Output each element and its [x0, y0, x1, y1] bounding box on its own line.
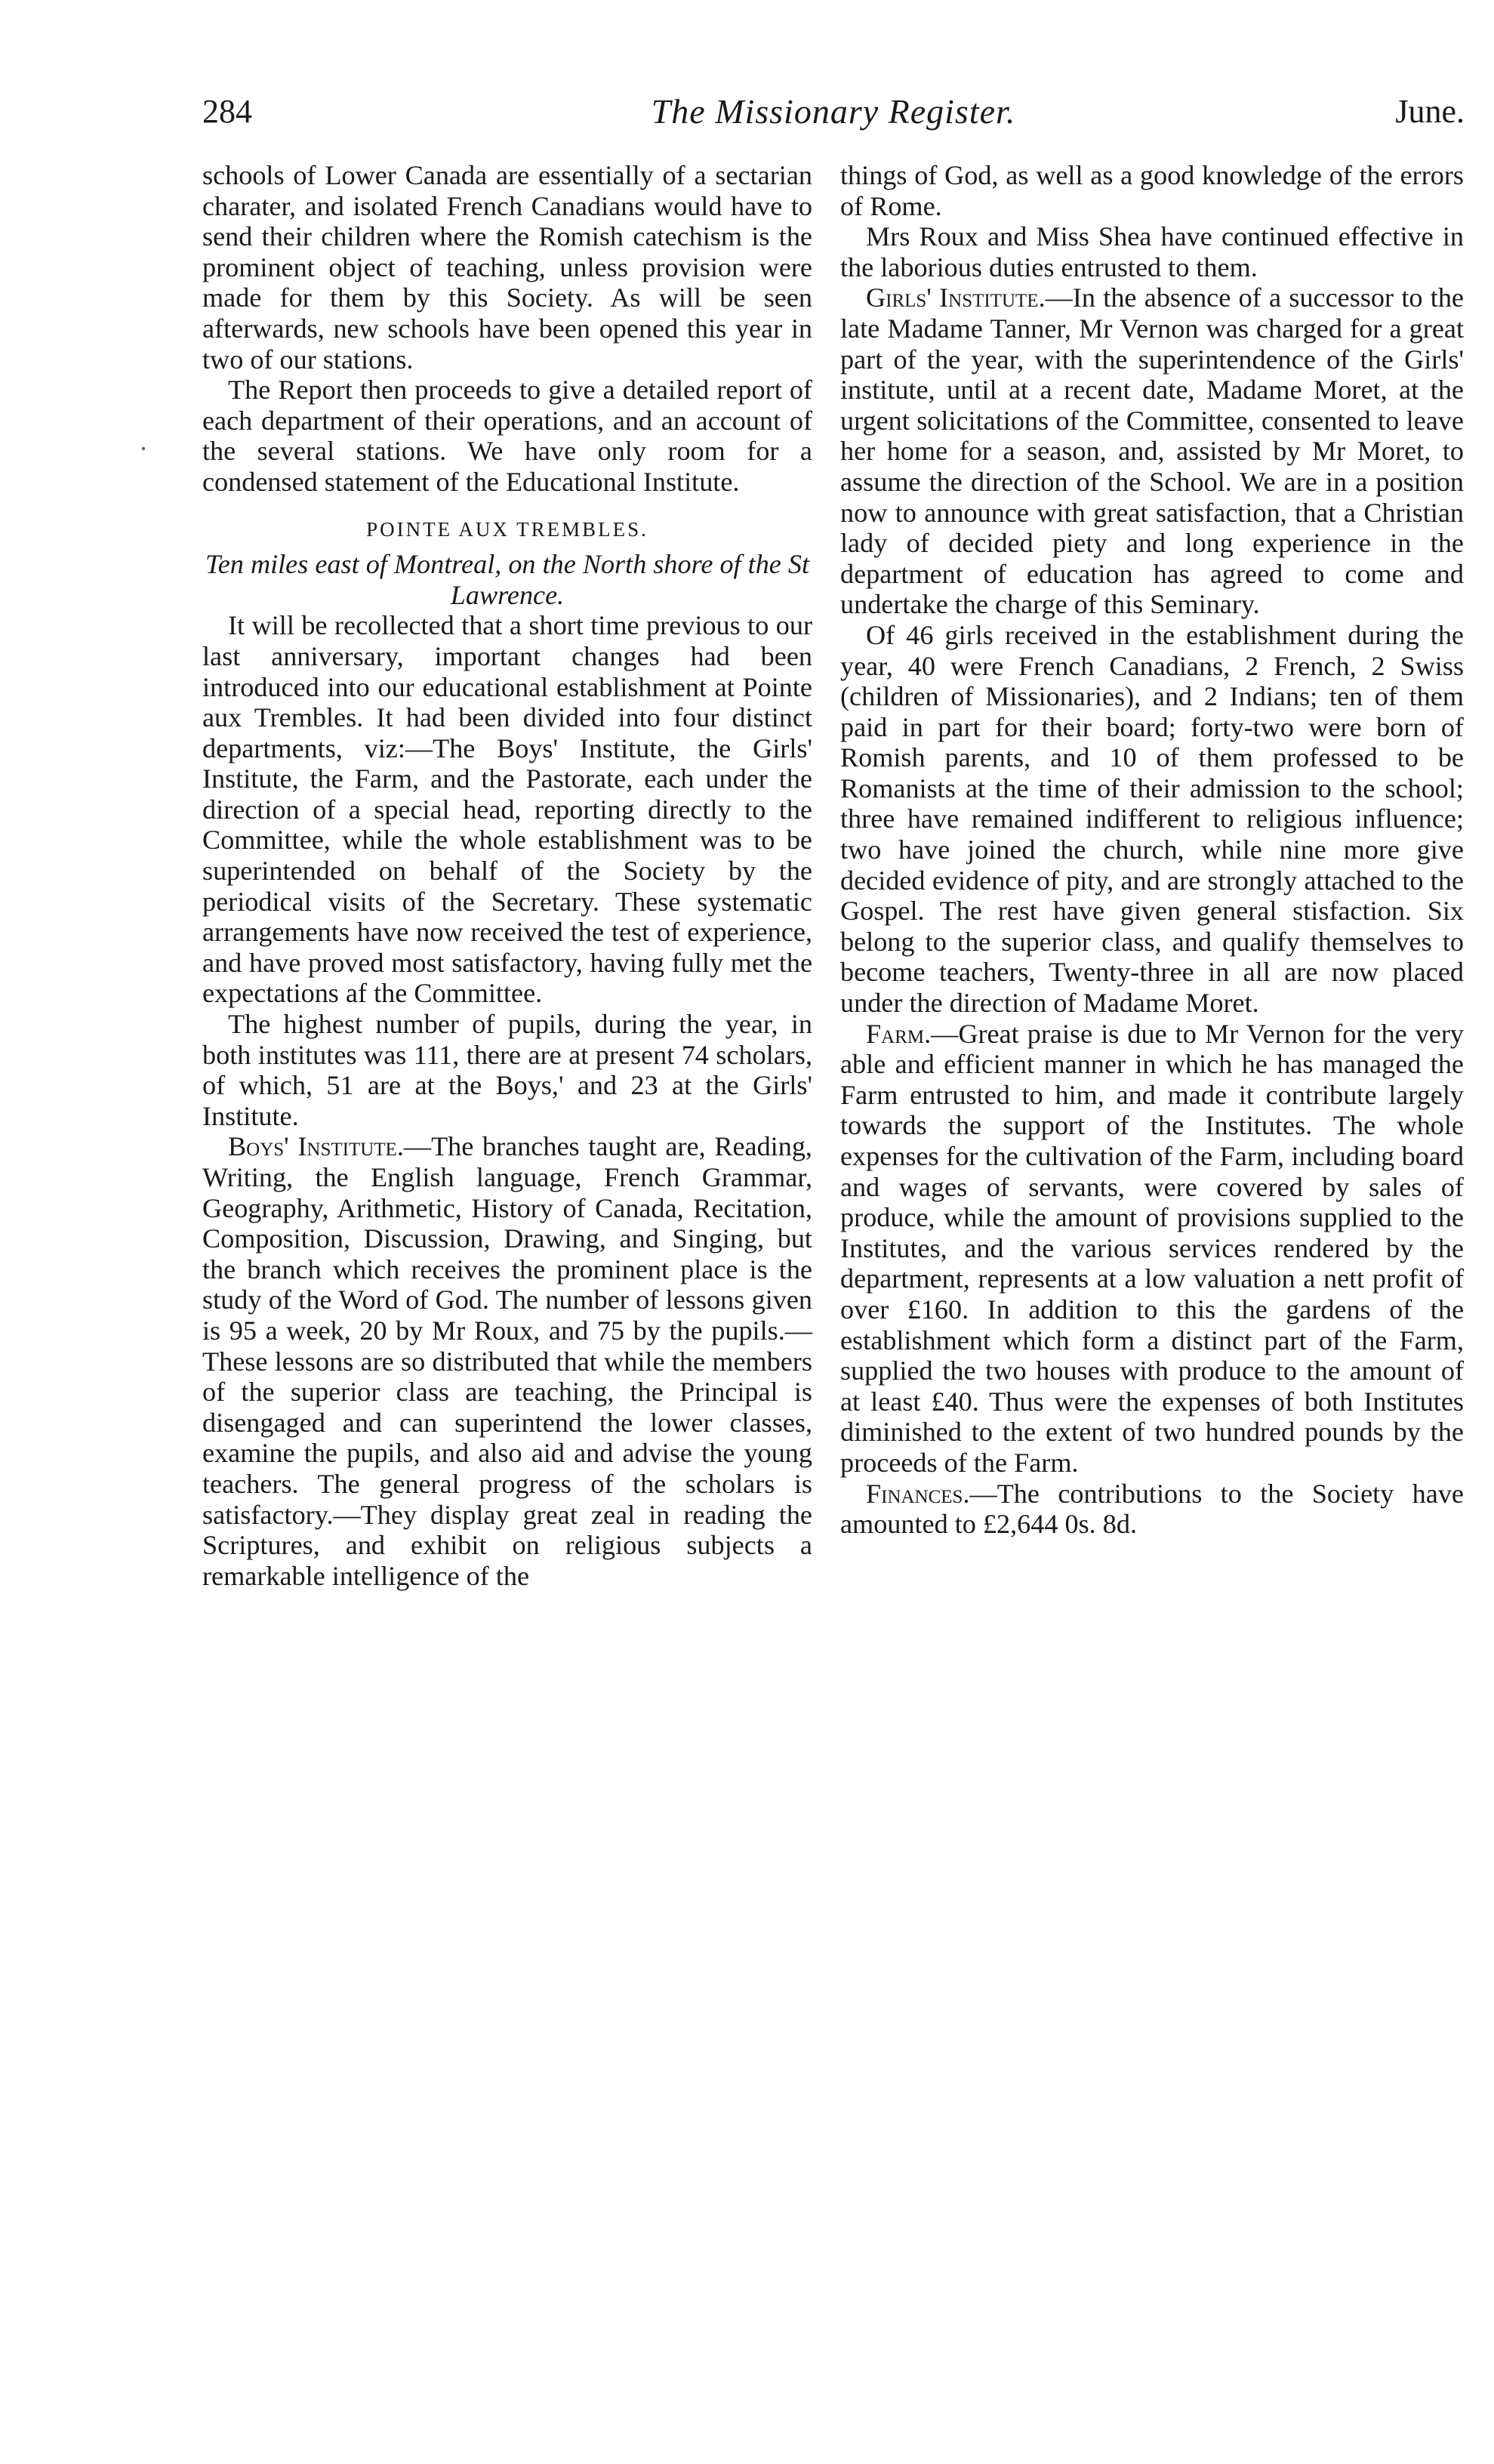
paragraph-lead: Boys' Institute.: [228, 1131, 404, 1162]
header-month: June.: [1395, 93, 1465, 130]
paragraph: Mrs Roux and Miss Shea have continued effective in the laborious duties entrusted to them.: [840, 221, 1464, 282]
paragraph: [202, 1131, 812, 1591]
page-header: [202, 89, 1465, 134]
section-subtitle: Ten miles east of Montreal, on the North shore of the St Lawrence.: [205, 549, 810, 610]
paragraph: [840, 1019, 1464, 1479]
running-title: The Missionary Register.: [651, 92, 1016, 131]
paragraph: The Report then proceeds to give a detailed report of each department of their operations, and an account of the several stations. We have only room for a condensed statement of the Educational Institute.: [202, 375, 812, 497]
paragraph-lead: Girls' Institute.: [866, 282, 1046, 313]
paragraph-body: —The contributions to the Society have amounted to £2,644 0s. 8d.: [840, 1478, 1464, 1540]
paragraph: schools of Lower Canada are essentially of a sectarian charater, and isolated French Canadians would have to send their children where the Romish catechism is the prominent object of teaching, unless provision were made for them by this Society. As will be seen afterwards, new schools have been opened this year in two of our stations.: [202, 160, 812, 375]
paragraph: Of 46 girls received in the establishment during the year, 40 were French Canadians, 2 French, 2 Swiss (children of Missionaries), and 2 Indians; ten of them paid in part for their board; forty-two were born of Romish parents, and 10 of them professed to be Romanists at the time of their admission to the school; three have remained indifferent to religious influence; two have joined the church, while nine more give decided evidence of pity, and are strongly attached to the Gospel. The rest have given general stisfaction. Six belong to the superior class, and qualify themselves to become teachers, Twenty-three in all are now placed under the direction of Madame Moret.: [840, 619, 1464, 1019]
right-column: [840, 160, 1464, 1540]
margin-speck: [142, 447, 145, 450]
page-number: 284: [202, 93, 252, 130]
paragraph-lead: Farm.: [866, 1018, 932, 1049]
paragraph: [840, 282, 1464, 620]
paragraph: [840, 1479, 1464, 1540]
paragraph-body: —The branches taught are, Reading, Writing, the English language, French Grammar, Geography, Arithmetic, History of Canada, Recitation, Composition, Discussion, Drawing, and Singing, but the branch which receives the prominent place is the study of the Word of God. The number of lessons given is 95 a week, 20 by Mr Roux, and 75 by the pupils.—These lessons are so distributed that while the members of the superior class are teaching, the Principal is disengaged and can superintend the lower classes, examine the pupils, and also aid and advise the young teachers. The general progress of the scholars is satisfactory.—They display great zeal in reading the Scriptures, and exhibit on religious subjects a remarkable intelligence of the: [202, 1131, 812, 1591]
section-heading: POINTE AUX TREMBLES.: [366, 517, 648, 541]
paragraph-body: —Great praise is due to Mr Vernon for the very able and efficient manner in which he has managed the Farm entrusted to him, and made it contribute largely towards the support of the Institutes. The whole expenses for the cultivation of the Farm, including board and wages of servants, were covered by sales of produce, while the amount of provisions supplied to the Institutes, and the various services rendered by the department, represents at a low valuation a nett profit of over £160. In addition to this the gardens of the establishment which form a distinct part of the Farm, supplied the two houses with produce to the amount of at least £40. Thus were the expenses of both Institutes diminished to the extent of two hundred pounds by the proceeds of the Farm.: [840, 1018, 1464, 1478]
paragraph: The highest number of pupils, during the year, in both institutes was 111, there are at present 74 scholars, of which, 51 are at the Boys,' and 23 at the Girls' Institute.: [202, 1009, 812, 1131]
paragraph-body: —In the absence of a successor to the late Madame Tanner, Mr Vernon was charged for a great part of the year, with the superintendence of the Girls' institute, until at a recent date, Madame Moret, at the urgent solicitations of the Committee, consented to leave her home for a season, and, assisted by Mr Moret, to assume the direction of the School. We are in a position now to announce with great satisfaction, that a Christian lady of decided piety and long experience in the department of education has agreed to come and undertake the charge of this Seminary.: [840, 282, 1464, 620]
paragraph: things of God, as well as a good knowledge of the errors of Rome.: [840, 160, 1464, 221]
left-column: [202, 160, 812, 1591]
paragraph: It will be recollected that a short time previous to our last anniversary, important changes had been introduced into our educational establishment at Pointe aux Trembles. It had been divided into four distinct departments, viz:—The Boys' Institute, the Girls' Institute, the Farm, and the Pastorate, each under the direction of a special head, reporting directly to the Committee, while the whole establishment was to be superintended on behalf of the Society by the periodical visits of the Secretary. These systematic arrangements have now received the test of experience, and have proved most satisfactory, having fully met the expectations af the Committee.: [202, 610, 812, 1009]
paragraph-lead: Finances.: [866, 1478, 970, 1509]
